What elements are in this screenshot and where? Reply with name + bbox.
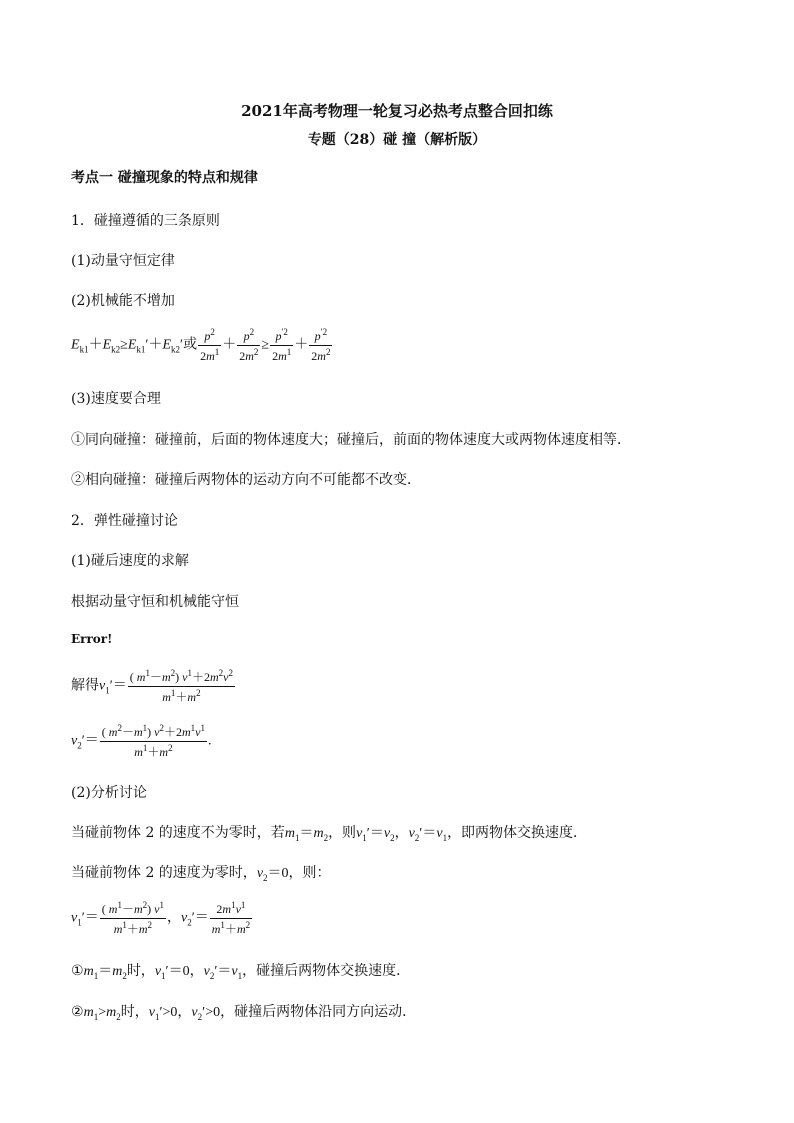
case-nonzero-velocity: 当碰前物体 2 的速度不为零时，若$m_1=m_2$，则$v_1'=v_2$，$v_2'=v_1$，即两物体交换速度． bbox=[71, 825, 588, 843]
document-subtitle: 专题（28）碰 撞（解析版） bbox=[307, 132, 487, 148]
analysis-heading: (2)分析讨论 bbox=[71, 785, 147, 801]
post-velocity-heading: (1)碰后速度的求解 bbox=[71, 553, 189, 569]
rule-velocity: (3)速度要合理 bbox=[71, 391, 161, 407]
opposite-direction-collision: ②相向碰撞：碰撞后两物体的运动方向不可能都不改变． bbox=[71, 472, 421, 488]
error-marker: Error! bbox=[71, 632, 113, 646]
zero-velocity-formulas: $v_1'=$ $\frac{( m^1-m^2) v^1}{m^1+m^2}$ ，$v_2'=$ $\frac{2m^1v^1}{m^1+m^2}$ bbox=[71, 900, 251, 936]
v2-prime-formula: $v_2'=$ $\frac{( m^2-m^1) v^2+2m^1v^1}{m^1+m^2}$ . bbox=[71, 723, 212, 759]
section-heading: 考点一 碰撞现象的特点和规律 bbox=[71, 170, 258, 186]
case-equal-mass: $①m_1=m_2$时，$v_1'=0$，$v_2'=v_1$，碰撞后两物体交换速度． bbox=[71, 963, 411, 981]
case-greater-mass: $②m_1>m_2$时，$v_1'>0$，$v_2'>0$，碰撞后两物体沿同方向运动． bbox=[71, 1004, 417, 1022]
case-zero-velocity: 当碰前物体 2 的速度为零时，$v_2=0$，则： bbox=[71, 865, 331, 883]
rule-momentum: (1)动量守恒定律 bbox=[71, 253, 175, 269]
v1-prime-formula: 解得$v_1'=$ $\frac{( m^1-m^2) v^1+2m^2v^2}{m^1+m^2}$ bbox=[71, 668, 233, 704]
principles-heading: 1．碰撞遵循的三条原则 bbox=[71, 213, 220, 229]
energy-inequality-formula: $E_{k1}+E_{k2}\ge E_{k1}'+E_{k2}'$或 $\frac{p^2}{2m^1}$ ＋ $\frac{p^2}{2m^2}$ ≥ $\frac{p^{'2}}{2m^1}$ ＋ $\frac{p^{'2}}{2m^2}$ bbox=[71, 327, 331, 363]
conservation-text: 根据动量守恒和机械能守恒 bbox=[71, 594, 239, 610]
document-title: 2021年高考物理一轮复习必热考点整合回扣练 bbox=[241, 102, 553, 120]
elastic-heading: 2．弹性碰撞讨论 bbox=[71, 513, 178, 529]
rule-energy: (2)机械能不增加 bbox=[71, 293, 175, 309]
same-direction-collision: ①同向碰撞：碰撞前，后面的物体速度大；碰撞后，前面的物体速度大或两物体速度相等． bbox=[71, 432, 631, 448]
